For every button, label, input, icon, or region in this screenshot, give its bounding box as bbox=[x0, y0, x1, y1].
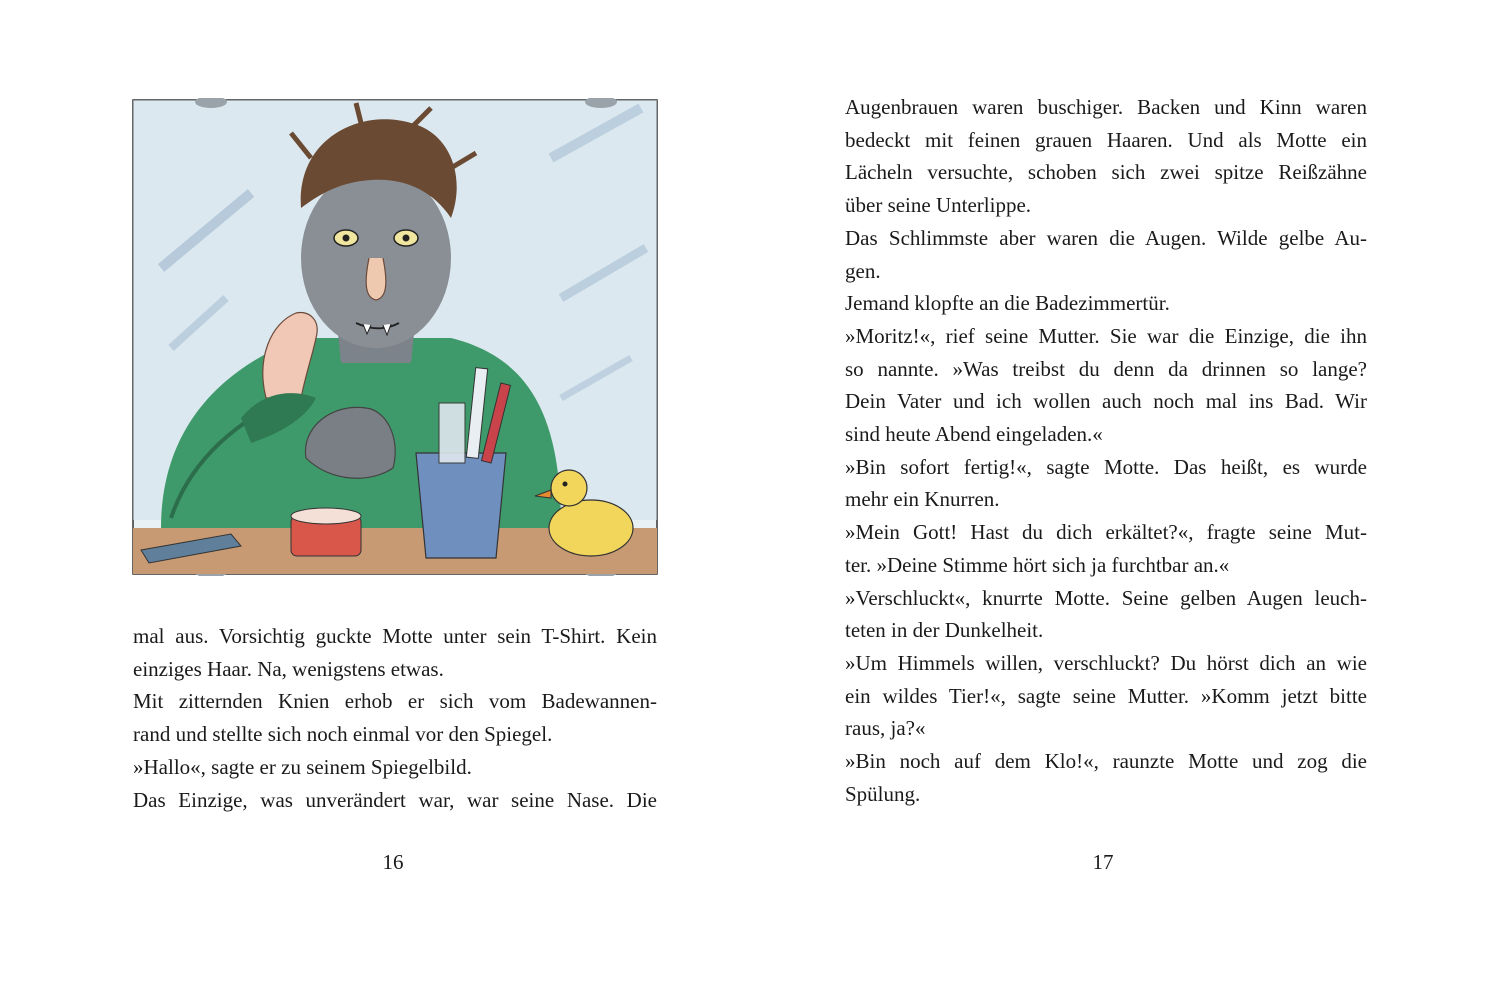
text-line: mehr ein Knurren. bbox=[845, 487, 1000, 512]
text-line: Mit zitternden Knien erhob er sich vom Badewannen- bbox=[133, 689, 657, 714]
text-line: Dein Vater und ich wollen auch noch mal ins Bad. Wir bbox=[845, 389, 1367, 414]
text-line: teten in der Dunkelheit. bbox=[845, 618, 1044, 643]
text-line: »Mein Gott! Hast du dich erkältet?«, fragte seine Mut- bbox=[845, 520, 1367, 545]
text-line: ein wildes Tier!«, sagte seine Mutter. »Komm jetzt bitte bbox=[845, 683, 1367, 708]
text-line: »Bin sofort fertig!«, sagte Motte. Das heißt, es wurde bbox=[845, 454, 1367, 479]
text-line: sind heute Abend eingeladen.« bbox=[845, 422, 1103, 447]
text-line: ter. »Deine Stimme hört sich ja furchtbar an.« bbox=[845, 552, 1230, 577]
left-page-text bbox=[133, 620, 657, 816]
text-line: Das Schlimmste aber waren die Augen. Wilde gelbe Au- bbox=[845, 225, 1367, 250]
text-line: Spülung. bbox=[845, 781, 921, 806]
text-line: einziges Haar. Na, wenigstens etwas. bbox=[133, 656, 444, 681]
mirror-illustration bbox=[131, 98, 659, 576]
text-line: »Hallo«, sagte er zu seinem Spiegelbild. bbox=[133, 754, 472, 779]
text-line: mal aus. Vorsichtig guckte Motte unter sein T-Shirt. Kein bbox=[133, 624, 657, 648]
text-line: Das Einzige, was unverändert war, war seine Nase. Die bbox=[133, 787, 657, 812]
page-number-left: 16 bbox=[382, 850, 404, 874]
text-line: bedeckt mit feinen grauen Haaren. Und als Motte ein bbox=[845, 127, 1367, 152]
text-line: raus, ja?« bbox=[845, 716, 926, 741]
text-line: »Verschluckt«, knurrte Motte. Seine gelben Augen leuch- bbox=[845, 585, 1367, 610]
right-page-text bbox=[845, 91, 1367, 810]
text-line: Augenbrauen waren buschiger. Backen und Kinn waren bbox=[845, 95, 1367, 119]
text-line: Lächeln versuchte, schoben sich zwei spitze Reißzähne bbox=[845, 160, 1367, 185]
text-line: »Um Himmels willen, verschluckt? Du hörst dich an wie bbox=[845, 650, 1367, 675]
text-line: »Bin noch auf dem Klo!«, raunzte Motte und zog die bbox=[845, 749, 1367, 774]
page-number-right: 17 bbox=[1092, 850, 1114, 874]
text-line: so nannte. »Was treibst du denn da drinnen so lange? bbox=[845, 356, 1367, 381]
text-line: gen. bbox=[845, 258, 881, 283]
text-line: »Moritz!«, rief seine Mutter. Sie war die Einzige, die ihn bbox=[845, 323, 1367, 348]
text-line: über seine Unterlippe. bbox=[845, 193, 1032, 218]
text-line: Jemand klopfte an die Badezimmertür. bbox=[845, 291, 1170, 316]
text-line: rand und stellte sich noch einmal vor den Spiegel. bbox=[133, 722, 553, 747]
